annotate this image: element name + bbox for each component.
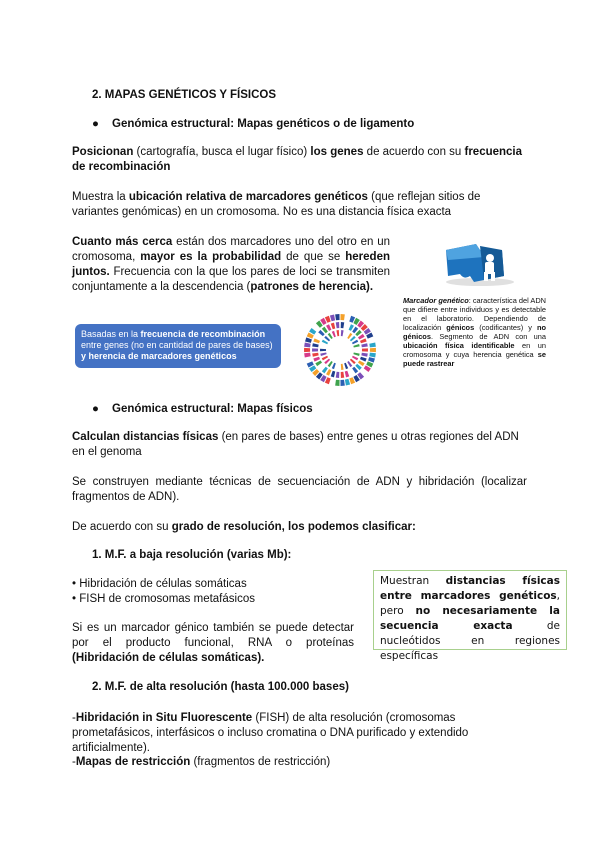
- genome-segment: [360, 357, 367, 362]
- genome-segment: [350, 336, 356, 341]
- genome-segment: [312, 343, 318, 347]
- subheading-high-resolution: 2. M.F. de alta resolución (hasta 100.000 bases): [92, 681, 349, 693]
- genome-segment: [347, 333, 352, 339]
- genome-segment: [331, 371, 336, 378]
- list-low-resolution: [72, 577, 255, 607]
- genome-segment: [362, 348, 368, 351]
- puzzle-illustration: [440, 236, 516, 288]
- genome-segment: [320, 353, 326, 356]
- genome-segment: [352, 340, 358, 345]
- genome-segment: [350, 359, 356, 364]
- genome-segment: [361, 343, 367, 347]
- bullet-heading-genetic-maps: [92, 118, 414, 130]
- genome-segment: [332, 331, 336, 337]
- bullet-heading-text: Genómica estructural: Mapas físicos: [112, 403, 313, 415]
- paragraph-fish: -Hibridación in Situ Fluorescente (FISH) de alta resolución (cromosomas prometafásicos, interfásicos o incluso cromatina o DNA purificado y extendido artificialmente).: [72, 712, 469, 754]
- genome-segment: [340, 380, 344, 386]
- genome-segment: [313, 338, 320, 343]
- bullet-heading-text: Genómica estructural: Mapas genéticos o de ligamento: [112, 118, 415, 130]
- genome-segment: [331, 323, 336, 330]
- genome-segment: [335, 380, 339, 386]
- genome-segment: [330, 314, 335, 321]
- genome-segment: [336, 372, 340, 378]
- section-title: 2. MAPAS GENÉTICOS Y FÍSICOS: [92, 89, 277, 101]
- genome-segment: [369, 353, 376, 358]
- genome-segment: [369, 343, 376, 348]
- genome-segment: [322, 340, 328, 345]
- genome-segment: [358, 360, 365, 366]
- genome-segment: [341, 372, 345, 378]
- genome-segment: [328, 333, 333, 339]
- paragraph-position: Posicionan (cartografía, busca el lugar físico) los genes de acuerdo con su frecuencia de recombinación: [72, 146, 523, 173]
- genome-circular-map-icon: [296, 312, 384, 388]
- paragraph-functional-product: Si es un marcador génico también se puede detectar por el producto funcional, RNA o proteínas (Hibridación de células somáticas).: [72, 622, 354, 664]
- genome-segment: [341, 330, 344, 336]
- genome-segment: [324, 359, 330, 364]
- genome-segment: [332, 363, 336, 369]
- genome-segment: [322, 367, 328, 374]
- genome-segment: [344, 363, 348, 369]
- genome-segment: [304, 343, 311, 348]
- genome-segment: [368, 357, 375, 363]
- callout-physical-distances: Muestran distancias físicas entre marcadores genéticos, pero no necesariamente la secuencia exacta de nucleótidos en regiones específicas: [373, 570, 567, 650]
- subheading-low-resolution: 1. M.F. a baja resolución (varias Mb):: [92, 549, 292, 561]
- genome-segment: [341, 322, 345, 328]
- bullet-heading-physical-maps: [92, 403, 313, 415]
- bullet-dot: ●: [92, 403, 99, 415]
- genome-segment: [349, 324, 354, 331]
- genome-segment: [353, 344, 359, 347]
- genome-segment: [340, 314, 344, 320]
- genome-segment: [313, 357, 320, 362]
- genome-segment: [305, 337, 312, 343]
- genome-segment: [324, 336, 330, 341]
- genome-segment: [341, 364, 344, 370]
- genome-segment: [345, 371, 350, 378]
- paragraph-resolution: De acuerdo con su grado de resolución, los podemos clasificar:: [72, 521, 416, 533]
- genome-segment: [335, 314, 339, 320]
- paragraph-techniques: Se construyen mediante técnicas de secuenciación de ADN y hibridación (localizar fragmentos de ADN).: [72, 476, 527, 503]
- genome-segment: [328, 361, 333, 367]
- genome-segment: [352, 356, 358, 361]
- genome-segment: [320, 349, 326, 351]
- genome-segment: [353, 353, 359, 356]
- note-genetic-marker: Marcador genético: característica del ADN que difiere entre individuos y es detectable en el laboratorio. Dependiendo de localización génicos (codificantes) y no génicos. Segmento de ADN con una ubicación física identificable en un cromosoma y cuya herencia genética se puede rastrear: [403, 296, 546, 368]
- genome-segment: [326, 369, 331, 376]
- genome-segment: [312, 348, 318, 351]
- genome-segment: [312, 353, 318, 357]
- paragraph-physical-distances: Calculan distancias físicas (en pares de bases) entre genes u otras regiones del ADN en el genoma: [72, 431, 519, 458]
- genome-segment: [370, 348, 376, 352]
- genome-segment: [358, 334, 365, 340]
- paragraph-closeness: Cuanto más cerca están dos marcadores uno del otro en un cromosoma, mayor es la probabilidad de que se hereden juntos. Frecuencia con la que los pares de loci se transmiten conjuntamente a la descendencia (patrones de herencia).: [72, 236, 391, 293]
- paragraph-relative-location: Muestra la ubicación relativa de marcadores genéticos (que reflejan sitios de variantes genómicas) en un cromosoma. No es una distancia física exacta: [72, 191, 481, 218]
- genome-segment: [304, 348, 310, 352]
- bullet-dot: ●: [92, 118, 99, 130]
- genome-segment: [336, 330, 339, 336]
- callout-recombination: Basadas en la frecuencia de recombinación entre genes (no en cantidad de pares de bases) y herencia de marcadores genéticos: [75, 324, 281, 368]
- list-item: • FISH de cromosomas metafásicos: [72, 593, 255, 605]
- genome-segment: [361, 353, 367, 357]
- list-item: • Hibridación de células somáticas: [72, 578, 247, 590]
- genome-segment: [315, 360, 322, 366]
- genome-segment: [322, 356, 328, 361]
- genome-segment: [326, 324, 331, 331]
- genome-segment: [360, 338, 367, 343]
- paragraph-restriction-maps: -Mapas de restricción (fragmentos de restricción): [72, 756, 331, 768]
- genome-segment: [304, 353, 311, 358]
- genome-segment: [336, 322, 340, 328]
- genome-segment: [345, 379, 350, 386]
- genome-segment: [347, 361, 352, 367]
